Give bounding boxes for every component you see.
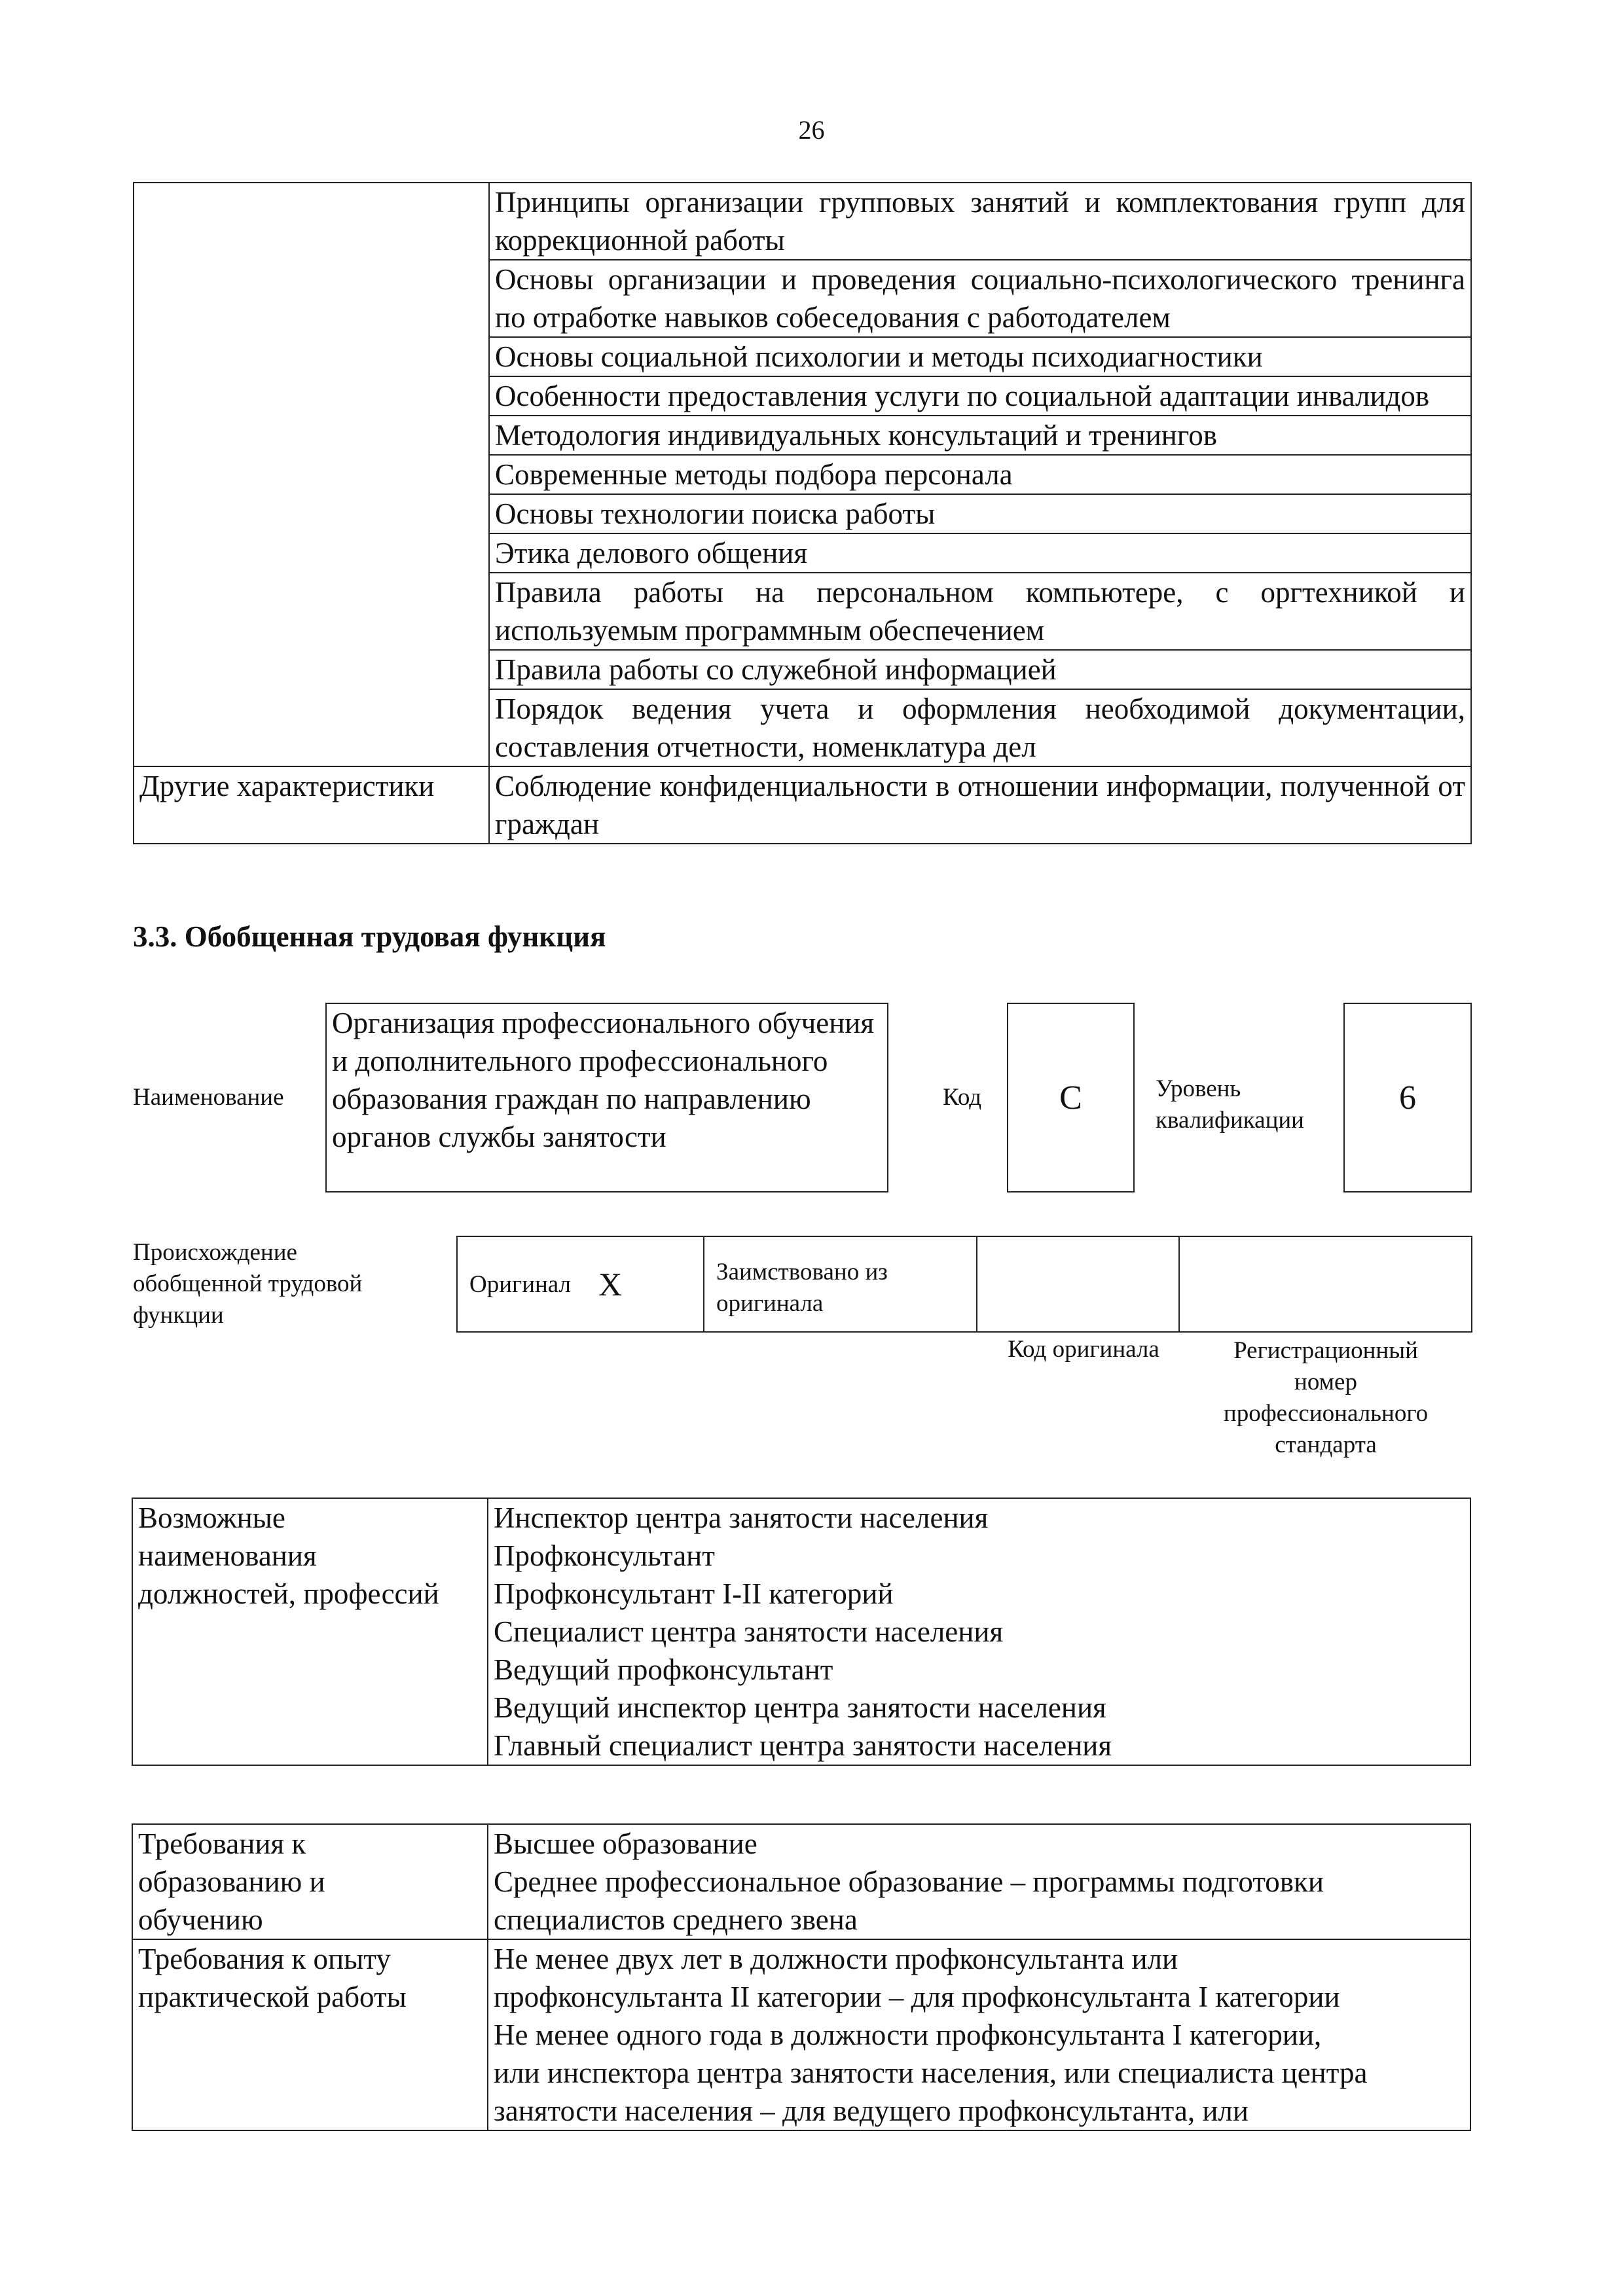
knowledge-item: Основы социальной психологии и методы психодиагностики <box>489 337 1471 376</box>
experience-line: профконсультанта II категории – для профконсультанта I категории <box>494 1981 1340 2013</box>
origin-table <box>456 1236 1472 1333</box>
function-name-value: Организация профессионального обучения и дополнительного профессионального образования граждан по направлению органов службы занятости <box>325 1003 888 1193</box>
origin-borrowed-cell <box>704 1237 977 1331</box>
experience-label <box>132 1939 488 2130</box>
reg-caption-line: номер <box>1294 1369 1357 1395</box>
origin-label-line: функции <box>133 1302 224 1329</box>
level-label-line: Уровень <box>1156 1075 1241 1102</box>
code-label: Код <box>943 1084 982 1111</box>
origin-reg-number-cell <box>1180 1237 1471 1331</box>
experience-line: Не менее двух лет в должности профконсультанта или <box>494 1943 1178 1975</box>
level-label-line: квалификации <box>1156 1107 1304 1134</box>
knowledge-item: Методология индивидуальных консультаций и тренингов <box>489 416 1471 455</box>
table-row <box>132 1824 1470 1939</box>
education-line: специалистов среднего звена <box>494 1903 858 1936</box>
experience-line: занятости населения – для ведущего профконсультанта, или <box>494 2094 1249 2127</box>
origin-label <box>133 1237 362 1331</box>
knowledge-item: Этика делового общения <box>489 533 1471 573</box>
education-label-line: образованию и <box>138 1865 325 1898</box>
reg-caption-line: Регистрационный <box>1233 1337 1418 1364</box>
experience-label-line: практической работы <box>138 1981 407 2013</box>
positions-label-line: наименования <box>138 1539 317 1572</box>
positions-label-line: Возможные <box>138 1501 285 1534</box>
knowledge-item: Основы организации и проведения социально-психологического тренинга по отработке навыков собеседования с работодателем <box>489 260 1471 337</box>
list-item: Главный специалист центра занятости населения <box>494 1729 1112 1762</box>
knowledge-item: Современные методы подбора персонала <box>489 455 1471 494</box>
knowledge-item: Правила работы со служебной информацией <box>489 650 1471 689</box>
requirements-table <box>132 1823 1471 2131</box>
reg-caption-line: профессионального <box>1223 1400 1429 1427</box>
section-heading: 3.3. Обобщенная трудовая функция <box>133 920 606 953</box>
knowledge-table <box>133 182 1472 844</box>
qualification-level-label <box>1156 1073 1304 1136</box>
positions-label-line: должностей, профессий <box>138 1577 439 1610</box>
experience-line: или инспектора центра занятости населения, или специалиста центра <box>494 2056 1368 2089</box>
knowledge-item: Порядок ведения учета и оформления необходимой документации, составления отчетности, номенклатура дел <box>489 689 1471 766</box>
origin-code-cell <box>977 1237 1180 1331</box>
positions-label <box>132 1498 488 1765</box>
page-number: 26 <box>798 115 825 145</box>
list-item: Ведущий профконсультант <box>494 1653 833 1686</box>
list-item: Инспектор центра занятости населения <box>494 1501 989 1534</box>
list-item: Профконсультант I-II категорий <box>494 1577 894 1610</box>
registration-number-caption <box>1178 1335 1473 1461</box>
name-label: Наименование <box>133 1084 284 1111</box>
experience-value <box>488 1939 1470 2130</box>
positions-list <box>488 1498 1470 1765</box>
origin-label-line: обобщенной трудовой <box>133 1270 363 1297</box>
original-mark: X <box>598 1266 623 1302</box>
education-line: Среднее профессиональное образование – программы подготовки <box>494 1865 1324 1898</box>
knowledge-item: Принципы организации групповых занятий и комплектования групп для коррекционной работы <box>489 183 1471 260</box>
code-original-caption: Код оригинала <box>1008 1336 1159 1363</box>
education-value <box>488 1824 1470 1939</box>
table-row <box>134 766 1471 844</box>
table-row <box>132 1498 1470 1765</box>
knowledge-item: Основы технологии поиска работы <box>489 494 1471 533</box>
education-label-line: Требования к <box>138 1827 306 1860</box>
origin-original-cell <box>458 1237 704 1331</box>
borrowed-label-line: Заимствовано из <box>716 1259 888 1285</box>
empty-label-cell <box>134 183 489 766</box>
knowledge-item: Особенности предоставления услуги по социальной адаптации инвалидов <box>489 376 1471 416</box>
list-item: Профконсультант <box>494 1539 715 1572</box>
list-item: Специалист центра занятости населения <box>494 1615 1004 1648</box>
experience-label-line: Требования к опыту <box>138 1943 391 1975</box>
positions-table <box>132 1498 1471 1766</box>
original-label: Оригинал <box>469 1270 572 1298</box>
borrowed-label-line: оригинала <box>716 1290 824 1317</box>
other-characteristics-label: Другие характеристики <box>134 766 489 844</box>
table-row <box>134 183 1471 260</box>
experience-line: Не менее одного года в должности профконсультанта I категории, <box>494 2018 1322 2051</box>
table-row <box>132 1939 1470 2130</box>
qualification-level-value: 6 <box>1343 1003 1472 1193</box>
origin-label-line: Происхождение <box>133 1239 297 1266</box>
education-label <box>132 1824 488 1939</box>
code-value: С <box>1007 1003 1135 1193</box>
knowledge-item: Правила работы на персональном компьютере, с оргтехникой и используемым программным обеспечением <box>489 573 1471 650</box>
education-line: Высшее образование <box>494 1827 757 1860</box>
list-item: Ведущий инспектор центра занятости населения <box>494 1691 1106 1724</box>
reg-caption-line: стандарта <box>1275 1431 1377 1458</box>
education-label-line: обучению <box>138 1903 263 1936</box>
other-characteristics-value: Соблюдение конфиденциальности в отношении информации, полученной от граждан <box>489 766 1471 844</box>
